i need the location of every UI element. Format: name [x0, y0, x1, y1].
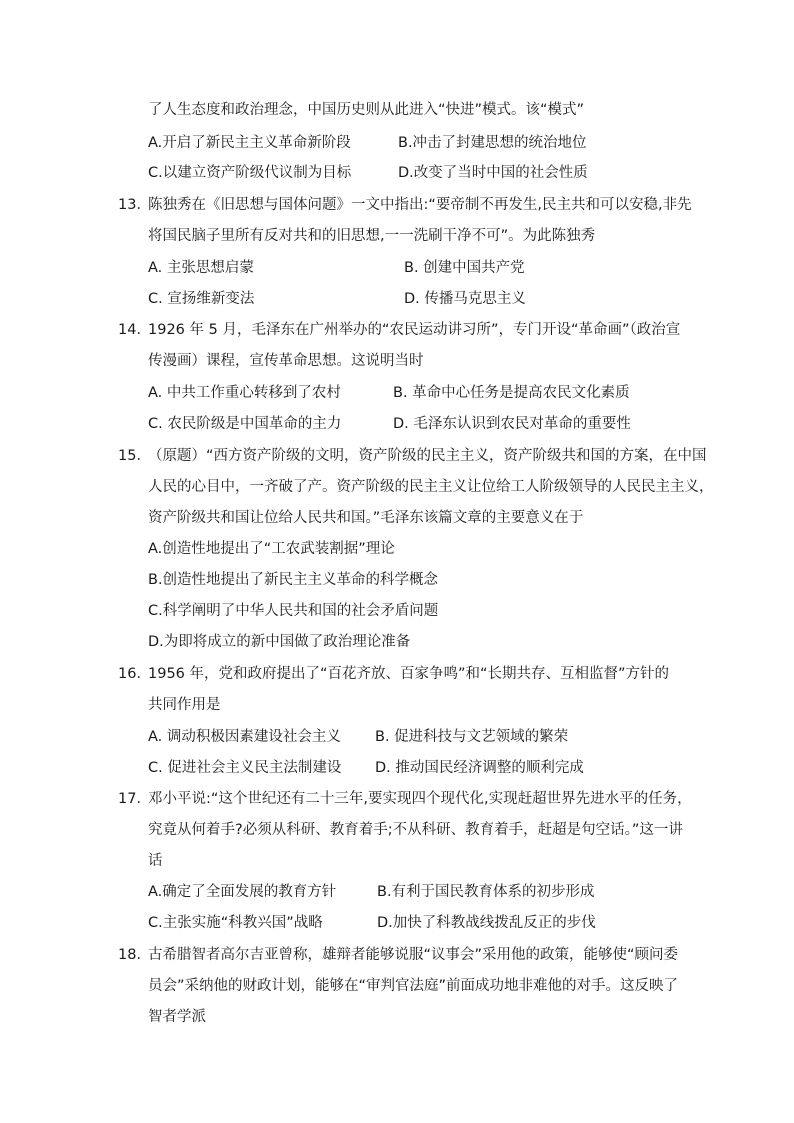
q14-option-a: A. 中共工作重心转移到了农村	[148, 385, 341, 401]
q18-number: 18．	[118, 947, 151, 963]
q16-number: 16．	[118, 666, 151, 682]
q17-option-d: D.加快了科教战线拨乱反正的步伐	[377, 915, 596, 931]
q17-option-c: C.主张实施“科教兴国”战略	[148, 915, 323, 931]
q16-option-d: D. 推动国民经济调整的顺利完成	[375, 760, 584, 776]
q14-number: 14．	[118, 322, 151, 338]
q12-option-d: D.改变了当时中国的社会性质	[398, 165, 588, 181]
q13-stem-line1: 陈独秀在《旧思想与国体问题》一文中指出:“要帝制不再发生,民主共和可以安稳,非先	[148, 197, 692, 213]
q16-option-c: C. 促进社会主义民主法制建设	[148, 760, 342, 776]
q15-number: 15．	[118, 448, 151, 464]
q15-stem-line2: 人民的心目中，一齐破了产。资产阶级的民主主义让位给工人阶级领导的人民民主主义，	[148, 479, 714, 495]
q13-option-d: D. 传播马克思主义	[404, 291, 526, 307]
q17-stem-line3: 话	[148, 853, 163, 869]
q18-stem-line2: 员会”采纳他的财政计划，能够在“审判官法庭”前面成功地非难他的对手。这反映了	[148, 978, 679, 994]
q13-option-a: A. 主张思想启蒙	[148, 260, 254, 276]
q15-option-a: A.创造性地提出了“工农武装割据”理论	[148, 541, 395, 557]
q15-stem-line1: （原题）“西方资产阶级的文明，资产阶级的民主主义，资产阶级共和国的方案，在中国	[148, 448, 707, 464]
q12-option-b: B.冲击了封建思想的统治地位	[398, 135, 587, 151]
q15-option-d: D.为即将成立的新中国做了政治理论准备	[148, 634, 411, 650]
q17-stem-line1: 邓小平说:“这个世纪还有二十三年,要实现四个现代化,实现赶超世界先进水平的任务，	[148, 791, 692, 807]
q14-stem-line2: 传漫画）课程，宣传革命思想。这说明当时	[148, 353, 424, 369]
q16-option-a: A. 调动积极因素建设社会主义	[148, 729, 341, 745]
q15-option-b: B.创造性地提出了新民主主义革命的科学概念	[148, 572, 439, 588]
q17-option-a: A.确定了全面发展的教育方针	[148, 884, 337, 900]
q17-stem-line2: 究竟从何着手?必须从科研、教育着手;不从科研、教育着手，赶超是句空话。”这一讲	[148, 822, 683, 838]
q15-option-c: C.科学阐明了中华人民共和国的社会矛盾问题	[148, 603, 439, 619]
q15-stem-line3: 资产阶级共和国让位给人民共和国。”毛泽东该篇文章的主要意义在于	[148, 510, 584, 526]
q14-option-d: D. 毛泽东认识到农民对革命的重要性	[393, 416, 631, 432]
q14-option-b: B. 革命中心任务是提高农民文化素质	[393, 385, 630, 401]
q18-stem-line3: 智者学派	[148, 1009, 206, 1025]
q16-option-b: B. 促进科技与文艺领域的繁荣	[375, 729, 569, 745]
q17-number: 17．	[118, 791, 151, 807]
q18-stem-line1: 古希腊智者高尔吉亚曾称，雄辩者能够说服“议事会”采用他的政策，能够使“顾问委	[148, 947, 679, 963]
q12-stem-tail: 了人生态度和政治理念，中国历史则从此进入“快进”模式。该“模式”	[148, 102, 585, 118]
q17-option-b: B.有利于国民教育体系的初步形成	[377, 884, 595, 900]
q12-option-a: A.开启了新民主主义革命新阶段	[148, 135, 351, 151]
q16-stem-line2: 共同作用是	[148, 697, 221, 713]
q16-stem-line1: 1956 年，党和政府提出了“百花齐放、百家争鸣”和“长期共存、互相监督”方针的	[148, 666, 670, 682]
q13-stem-line2: 将国民脑子里所有反对共和的旧思想,一一洗刷干净不可”。为此陈独秀	[148, 228, 596, 244]
q13-number: 13．	[118, 197, 151, 213]
q13-option-c: C. 宣扬维新变法	[148, 291, 255, 307]
q14-option-c: C. 农民阶级是中国革命的主力	[148, 416, 342, 432]
q13-option-b: B. 创建中国共产党	[404, 260, 525, 276]
q14-stem-line1: 1926 年 5 月，毛泽东在广州举办的“农民运动讲习所”，专门开设“革命画”（政治宣	[148, 322, 681, 338]
q12-option-c: C.以建立资产阶级代议制为目标	[148, 165, 352, 181]
